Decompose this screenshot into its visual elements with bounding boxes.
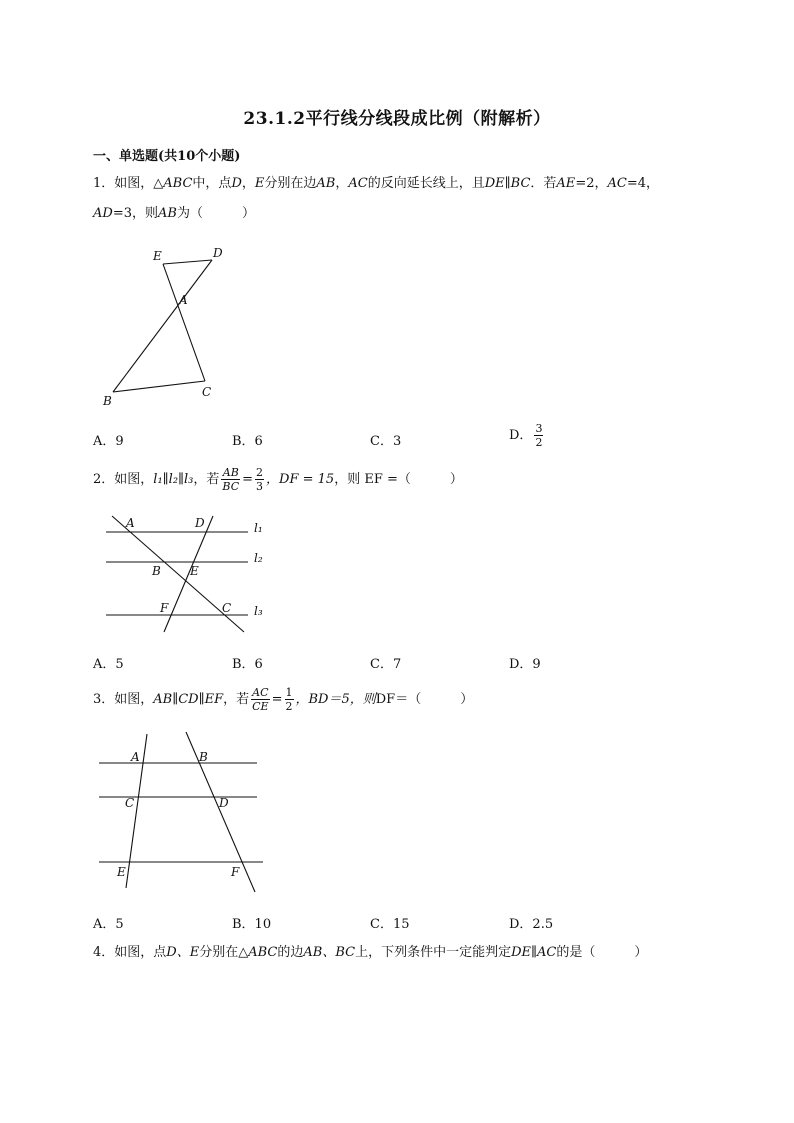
q1-var: DE∥BC bbox=[484, 176, 531, 191]
page-title: 23.1.2平行线分线段成比例（附解析） bbox=[243, 109, 551, 129]
label-E: E bbox=[153, 249, 162, 263]
question-1-line-1 bbox=[93, 173, 659, 195]
label-C: C bbox=[125, 796, 135, 810]
q1-text: 1．如图， bbox=[93, 176, 154, 191]
q1-text: 为（ ） bbox=[176, 206, 255, 221]
q1-option-c[interactable]: C．3 bbox=[370, 434, 402, 449]
q1-option-b[interactable]: B．6 bbox=[232, 434, 263, 449]
q3-text: ，BD＝5，则 bbox=[295, 692, 376, 707]
label-A: A bbox=[131, 750, 140, 764]
q2-text: 2．如图， bbox=[93, 472, 154, 487]
fraction-denominator: 2 bbox=[285, 700, 293, 713]
label-E: E bbox=[190, 564, 199, 578]
q2-figure bbox=[100, 510, 280, 640]
q3-figure bbox=[95, 728, 265, 896]
label-D: D bbox=[219, 796, 229, 810]
label-E: E bbox=[117, 865, 126, 879]
q1-text: =4， bbox=[626, 176, 659, 191]
q1-option-d-fraction bbox=[534, 422, 543, 449]
q2-fraction-1 bbox=[221, 466, 240, 493]
fraction-numerator: 1 bbox=[285, 686, 293, 699]
q2-text: = bbox=[242, 472, 254, 487]
q2-text: ，若 bbox=[193, 472, 220, 487]
q3-option-c[interactable]: C．15 bbox=[370, 917, 410, 932]
question-1-line-2 bbox=[93, 203, 255, 225]
q1-var: AD bbox=[93, 206, 113, 221]
q4-text: 的边 bbox=[277, 945, 304, 960]
segment-BC bbox=[113, 381, 205, 392]
fraction-denominator: CE bbox=[252, 700, 269, 713]
q4-var: AB、BC bbox=[303, 945, 356, 960]
q1-var: AB bbox=[316, 176, 336, 191]
label-A: A bbox=[126, 516, 135, 530]
fraction-numerator: AB bbox=[222, 466, 239, 479]
fraction-denominator: 3 bbox=[256, 480, 264, 493]
q4-triangle: △ABC bbox=[238, 945, 278, 960]
q4-var: D、E bbox=[166, 945, 200, 960]
q4-text: 4．如图，点 bbox=[93, 945, 167, 960]
label-D: D bbox=[195, 516, 205, 530]
label-F: F bbox=[231, 865, 240, 879]
q3-parallel: AB∥CD∥EF bbox=[153, 692, 224, 707]
q3-option-a[interactable]: A．5 bbox=[93, 917, 124, 932]
q1-option-d-label: D． bbox=[509, 428, 533, 443]
label-D: D bbox=[213, 246, 223, 260]
label-F: F bbox=[160, 601, 169, 615]
q2-option-d[interactable]: D．9 bbox=[509, 657, 541, 672]
question-3 bbox=[93, 686, 473, 713]
q2-fraction-2 bbox=[255, 466, 264, 493]
q1-text: 分别在边 bbox=[264, 176, 317, 191]
q1-text: ．若 bbox=[530, 176, 557, 191]
q1-option-a[interactable]: A．9 bbox=[93, 434, 124, 449]
q1-text: =2， bbox=[575, 176, 608, 191]
q1-var: D bbox=[231, 176, 242, 191]
question-2 bbox=[93, 466, 463, 493]
q1-var: AE bbox=[556, 176, 576, 191]
q1-figure bbox=[95, 240, 235, 415]
label-B: B bbox=[103, 394, 112, 408]
section-heading: 一、单选题(共10个小题) bbox=[93, 149, 241, 164]
q2-parallel: l₁∥l₂∥l₃ bbox=[153, 472, 194, 487]
segment-EC bbox=[163, 264, 205, 381]
q3-text: 3．如图， bbox=[93, 692, 154, 707]
q1-triangle: △ABC bbox=[153, 176, 193, 191]
fraction-denominator: 2 bbox=[535, 436, 543, 449]
question-4 bbox=[93, 942, 647, 964]
q1-text: 的反向延长线上，且 bbox=[367, 176, 485, 191]
fraction-numerator: 2 bbox=[256, 466, 264, 479]
q2-option-c[interactable]: C．7 bbox=[370, 657, 402, 672]
q4-text: 的是（ ） bbox=[556, 945, 648, 960]
fraction-denominator: BC bbox=[222, 480, 240, 493]
q2-text: ，则 EF =（ ） bbox=[334, 472, 463, 487]
q1-text: =3，则 bbox=[112, 206, 158, 221]
q3-option-b[interactable]: B．10 bbox=[232, 917, 272, 932]
segment-DB bbox=[113, 260, 212, 392]
q1-option-d[interactable] bbox=[509, 422, 545, 449]
q3-fraction-1 bbox=[251, 686, 269, 713]
transversal-BDF bbox=[186, 732, 255, 892]
label-l3: l₃ bbox=[254, 604, 263, 618]
label-C: C bbox=[222, 601, 232, 615]
segment-ED bbox=[163, 260, 212, 264]
q4-var: DE∥AC bbox=[511, 945, 557, 960]
q3-text: ，若 bbox=[223, 692, 250, 707]
q3-fraction-2 bbox=[285, 686, 294, 713]
q3-text: DF＝（ ） bbox=[375, 692, 474, 707]
q1-text: ， bbox=[241, 176, 255, 191]
q3-option-d[interactable]: D．2.5 bbox=[509, 917, 554, 932]
fraction-numerator: AC bbox=[252, 686, 269, 699]
q2-option-a[interactable]: A．5 bbox=[93, 657, 124, 672]
q1-var: AB bbox=[157, 206, 177, 221]
label-l1: l₁ bbox=[254, 521, 263, 535]
q1-var: AC bbox=[348, 176, 368, 191]
label-C: C bbox=[202, 385, 212, 399]
q2-option-b[interactable]: B．6 bbox=[232, 657, 263, 672]
label-B: B bbox=[199, 750, 208, 764]
q2-text: ，DF = 15 bbox=[266, 472, 335, 487]
label-A: A bbox=[179, 293, 188, 307]
label-B: B bbox=[152, 564, 161, 578]
q4-text: 分别在 bbox=[199, 945, 239, 960]
q4-text: 上，下列条件中一定能判定 bbox=[355, 945, 512, 960]
fraction-numerator: 3 bbox=[535, 422, 543, 435]
q1-text: 中，点 bbox=[192, 176, 232, 191]
q3-text: = bbox=[271, 692, 283, 707]
q1-var: E bbox=[254, 176, 265, 191]
q1-var: AC bbox=[607, 176, 627, 191]
q1-text: ， bbox=[335, 176, 349, 191]
label-l2: l₂ bbox=[254, 551, 263, 565]
